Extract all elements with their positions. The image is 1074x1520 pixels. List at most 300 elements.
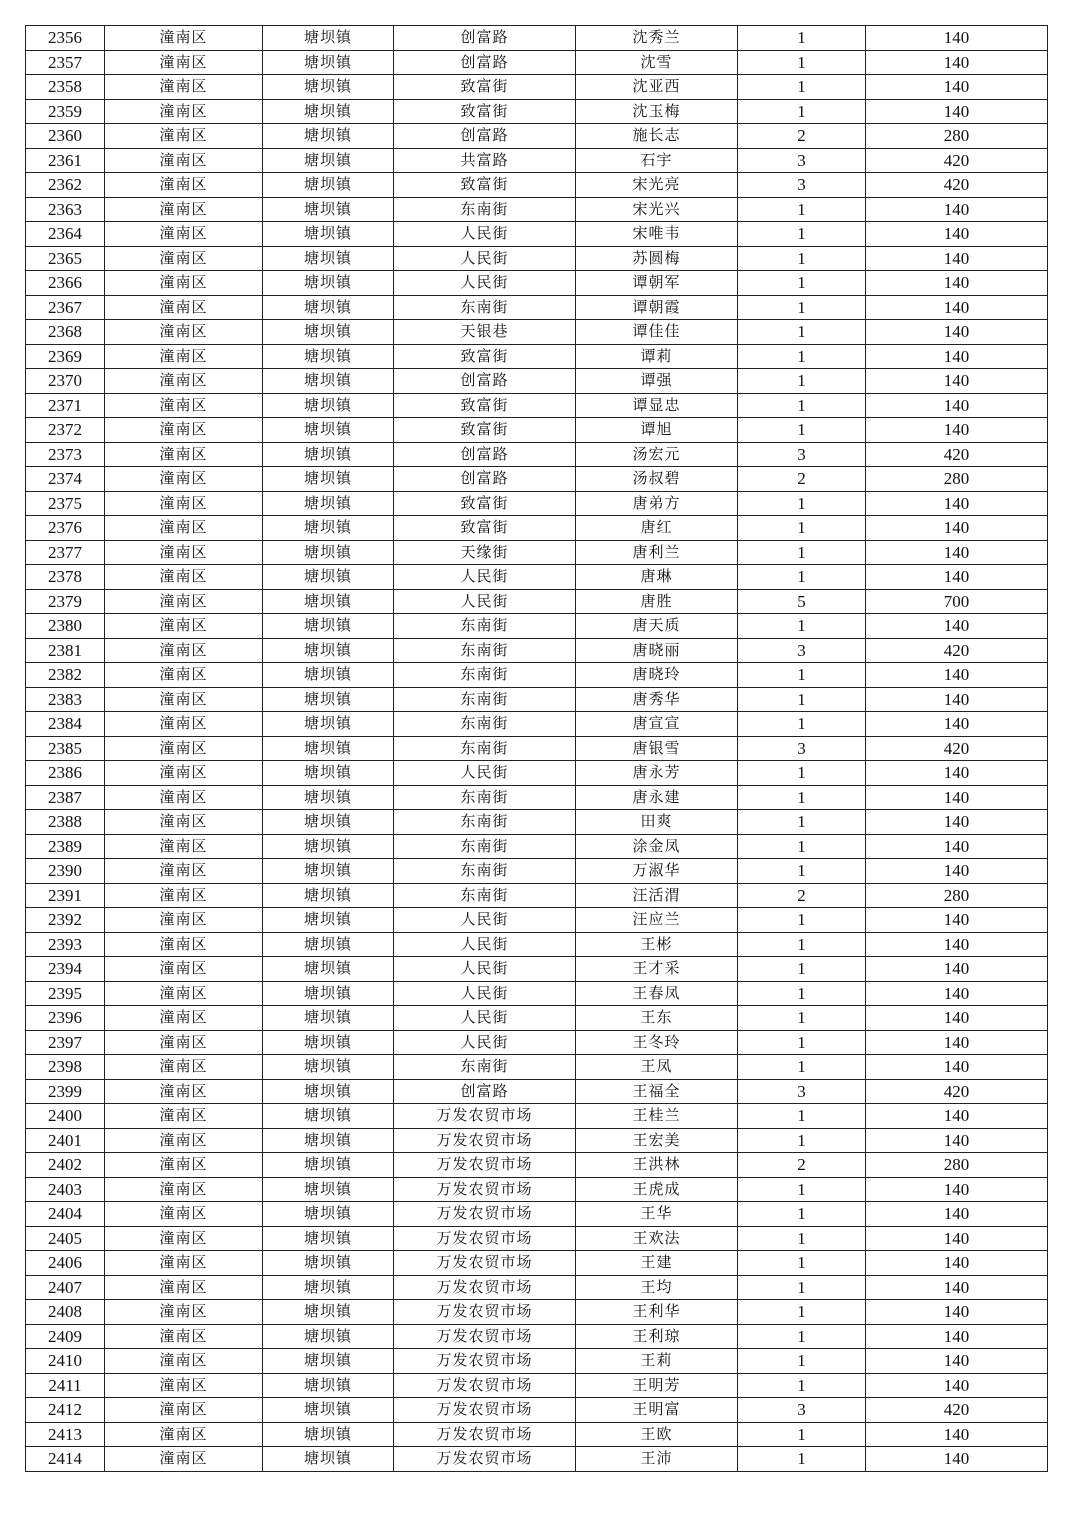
- town-cell: 塘坝镇: [263, 1104, 394, 1129]
- person-name-cell: 唐天质: [576, 614, 738, 639]
- town-cell: 塘坝镇: [263, 295, 394, 320]
- town-cell: 塘坝镇: [263, 614, 394, 639]
- row-number-cell: 2361: [26, 148, 105, 173]
- town-cell: 塘坝镇: [263, 516, 394, 541]
- row-number-cell: 2379: [26, 589, 105, 614]
- row-number-cell: 2364: [26, 222, 105, 247]
- town-cell: 塘坝镇: [263, 1422, 394, 1447]
- town-cell: 塘坝镇: [263, 1153, 394, 1178]
- table-row: [26, 687, 1048, 712]
- town-cell: 塘坝镇: [263, 981, 394, 1006]
- person-name-cell: 唐银雪: [576, 736, 738, 761]
- district-cell: 潼南区: [105, 393, 263, 418]
- amount-cell: 140: [866, 540, 1048, 565]
- household-count-cell: 2: [738, 883, 866, 908]
- row-number-cell: 2381: [26, 638, 105, 663]
- town-cell: 塘坝镇: [263, 1398, 394, 1423]
- table-row: [26, 1030, 1048, 1055]
- household-count-cell: 1: [738, 859, 866, 884]
- town-cell: 塘坝镇: [263, 1006, 394, 1031]
- person-name-cell: 沈秀兰: [576, 26, 738, 51]
- district-cell: 潼南区: [105, 1300, 263, 1325]
- amount-cell: 140: [866, 50, 1048, 75]
- town-cell: 塘坝镇: [263, 834, 394, 859]
- street-cell: 创富路: [394, 467, 576, 492]
- amount-cell: 140: [866, 810, 1048, 835]
- town-cell: 塘坝镇: [263, 1300, 394, 1325]
- household-count-cell: 1: [738, 271, 866, 296]
- amount-cell: 420: [866, 638, 1048, 663]
- table-row: [26, 1324, 1048, 1349]
- person-name-cell: 唐利兰: [576, 540, 738, 565]
- table-row: [26, 369, 1048, 394]
- district-cell: 潼南区: [105, 859, 263, 884]
- amount-cell: 140: [866, 663, 1048, 688]
- street-cell: 万发农贸市场: [394, 1153, 576, 1178]
- table-row: [26, 1006, 1048, 1031]
- row-number-cell: 2413: [26, 1422, 105, 1447]
- street-cell: 东南街: [394, 687, 576, 712]
- row-number-cell: 2360: [26, 124, 105, 149]
- district-cell: 潼南区: [105, 1177, 263, 1202]
- table-row: [26, 1104, 1048, 1129]
- table-row: [26, 320, 1048, 345]
- row-number-cell: 2395: [26, 981, 105, 1006]
- row-number-cell: 2404: [26, 1202, 105, 1227]
- street-cell: 万发农贸市场: [394, 1226, 576, 1251]
- street-cell: 东南街: [394, 1055, 576, 1080]
- street-cell: 万发农贸市场: [394, 1251, 576, 1276]
- person-name-cell: 宋光兴: [576, 197, 738, 222]
- table-row: [26, 981, 1048, 1006]
- household-count-cell: 1: [738, 1128, 866, 1153]
- person-name-cell: 王建: [576, 1251, 738, 1276]
- row-number-cell: 2373: [26, 442, 105, 467]
- district-cell: 潼南区: [105, 1006, 263, 1031]
- town-cell: 塘坝镇: [263, 761, 394, 786]
- amount-cell: 140: [866, 834, 1048, 859]
- street-cell: 东南街: [394, 810, 576, 835]
- town-cell: 塘坝镇: [263, 932, 394, 957]
- district-cell: 潼南区: [105, 344, 263, 369]
- street-cell: 人民街: [394, 932, 576, 957]
- town-cell: 塘坝镇: [263, 565, 394, 590]
- amount-cell: 140: [866, 516, 1048, 541]
- district-cell: 潼南区: [105, 1349, 263, 1374]
- table-row: [26, 810, 1048, 835]
- table-row: [26, 516, 1048, 541]
- household-count-cell: 3: [738, 1398, 866, 1423]
- row-number-cell: 2383: [26, 687, 105, 712]
- household-count-cell: 1: [738, 957, 866, 982]
- household-count-cell: 1: [738, 197, 866, 222]
- person-name-cell: 谭朝霞: [576, 295, 738, 320]
- row-number-cell: 2392: [26, 908, 105, 933]
- amount-cell: 140: [866, 1422, 1048, 1447]
- row-number-cell: 2398: [26, 1055, 105, 1080]
- amount-cell: 140: [866, 981, 1048, 1006]
- household-count-cell: 1: [738, 1447, 866, 1472]
- street-cell: 致富街: [394, 173, 576, 198]
- street-cell: 创富路: [394, 50, 576, 75]
- table-row: [26, 1275, 1048, 1300]
- row-number-cell: 2405: [26, 1226, 105, 1251]
- district-cell: 潼南区: [105, 810, 263, 835]
- person-name-cell: 王桂兰: [576, 1104, 738, 1129]
- household-count-cell: 1: [738, 834, 866, 859]
- town-cell: 塘坝镇: [263, 393, 394, 418]
- person-name-cell: 唐宣宣: [576, 712, 738, 737]
- person-name-cell: 汪应兰: [576, 908, 738, 933]
- person-name-cell: 沈雪: [576, 50, 738, 75]
- table-row: [26, 222, 1048, 247]
- table-row: [26, 1251, 1048, 1276]
- household-count-cell: 1: [738, 565, 866, 590]
- row-number-cell: 2414: [26, 1447, 105, 1472]
- amount-cell: 140: [866, 1128, 1048, 1153]
- household-count-cell: 1: [738, 1373, 866, 1398]
- district-cell: 潼南区: [105, 834, 263, 859]
- household-count-cell: 1: [738, 687, 866, 712]
- household-count-cell: 1: [738, 491, 866, 516]
- table-row: [26, 736, 1048, 761]
- amount-cell: 140: [866, 1202, 1048, 1227]
- street-cell: 天银巷: [394, 320, 576, 345]
- household-count-cell: 1: [738, 1055, 866, 1080]
- street-cell: 东南街: [394, 859, 576, 884]
- town-cell: 塘坝镇: [263, 540, 394, 565]
- amount-cell: 140: [866, 761, 1048, 786]
- table-row: [26, 246, 1048, 271]
- amount-cell: 140: [866, 197, 1048, 222]
- household-count-cell: 1: [738, 1030, 866, 1055]
- household-count-cell: 1: [738, 418, 866, 443]
- town-cell: 塘坝镇: [263, 222, 394, 247]
- row-number-cell: 2362: [26, 173, 105, 198]
- street-cell: 万发农贸市场: [394, 1324, 576, 1349]
- district-cell: 潼南区: [105, 369, 263, 394]
- district-cell: 潼南区: [105, 1398, 263, 1423]
- amount-cell: 140: [866, 908, 1048, 933]
- person-name-cell: 唐弟方: [576, 491, 738, 516]
- street-cell: 创富路: [394, 442, 576, 467]
- street-cell: 人民街: [394, 1006, 576, 1031]
- household-count-cell: 1: [738, 393, 866, 418]
- household-count-cell: 1: [738, 1177, 866, 1202]
- amount-cell: 140: [866, 1300, 1048, 1325]
- amount-cell: 140: [866, 1030, 1048, 1055]
- household-count-cell: 1: [738, 246, 866, 271]
- row-number-cell: 2399: [26, 1079, 105, 1104]
- table-row: [26, 1128, 1048, 1153]
- amount-cell: 140: [866, 687, 1048, 712]
- row-number-cell: 2409: [26, 1324, 105, 1349]
- person-name-cell: 王虎成: [576, 1177, 738, 1202]
- household-count-cell: 1: [738, 785, 866, 810]
- row-number-cell: 2396: [26, 1006, 105, 1031]
- amount-cell: 420: [866, 173, 1048, 198]
- household-count-cell: 2: [738, 467, 866, 492]
- district-cell: 潼南区: [105, 1226, 263, 1251]
- row-number-cell: 2357: [26, 50, 105, 75]
- street-cell: 万发农贸市场: [394, 1104, 576, 1129]
- amount-cell: 140: [866, 222, 1048, 247]
- district-cell: 潼南区: [105, 222, 263, 247]
- person-name-cell: 施长志: [576, 124, 738, 149]
- person-name-cell: 王华: [576, 1202, 738, 1227]
- table-row: [26, 418, 1048, 443]
- town-cell: 塘坝镇: [263, 1226, 394, 1251]
- amount-cell: 420: [866, 1398, 1048, 1423]
- row-number-cell: 2356: [26, 26, 105, 51]
- amount-cell: 140: [866, 614, 1048, 639]
- amount-cell: 140: [866, 712, 1048, 737]
- table-row: [26, 908, 1048, 933]
- district-cell: 潼南区: [105, 295, 263, 320]
- street-cell: 创富路: [394, 369, 576, 394]
- row-number-cell: 2380: [26, 614, 105, 639]
- district-cell: 潼南区: [105, 99, 263, 124]
- district-cell: 潼南区: [105, 1104, 263, 1129]
- person-name-cell: 王才采: [576, 957, 738, 982]
- person-name-cell: 田爽: [576, 810, 738, 835]
- amount-cell: 420: [866, 148, 1048, 173]
- town-cell: 塘坝镇: [263, 75, 394, 100]
- amount-cell: 280: [866, 124, 1048, 149]
- row-number-cell: 2368: [26, 320, 105, 345]
- row-number-cell: 2407: [26, 1275, 105, 1300]
- amount-cell: 140: [866, 393, 1048, 418]
- person-name-cell: 王福全: [576, 1079, 738, 1104]
- amount-cell: 700: [866, 589, 1048, 614]
- street-cell: 人民街: [394, 271, 576, 296]
- town-cell: 塘坝镇: [263, 1349, 394, 1374]
- district-cell: 潼南区: [105, 1153, 263, 1178]
- household-count-cell: 1: [738, 810, 866, 835]
- district-cell: 潼南区: [105, 957, 263, 982]
- table-row: [26, 614, 1048, 639]
- person-name-cell: 唐永芳: [576, 761, 738, 786]
- table-row: [26, 1202, 1048, 1227]
- person-name-cell: 汤叔碧: [576, 467, 738, 492]
- amount-cell: 140: [866, 1324, 1048, 1349]
- person-name-cell: 王洪林: [576, 1153, 738, 1178]
- district-cell: 潼南区: [105, 173, 263, 198]
- row-number-cell: 2365: [26, 246, 105, 271]
- amount-cell: 140: [866, 1104, 1048, 1129]
- district-cell: 潼南区: [105, 736, 263, 761]
- person-name-cell: 唐永建: [576, 785, 738, 810]
- town-cell: 塘坝镇: [263, 124, 394, 149]
- table-row: [26, 1300, 1048, 1325]
- row-number-cell: 2403: [26, 1177, 105, 1202]
- row-number-cell: 2382: [26, 663, 105, 688]
- amount-cell: 140: [866, 1373, 1048, 1398]
- town-cell: 塘坝镇: [263, 883, 394, 908]
- district-cell: 潼南区: [105, 124, 263, 149]
- table-row: [26, 271, 1048, 296]
- person-name-cell: 王宏美: [576, 1128, 738, 1153]
- street-cell: 万发农贸市场: [394, 1128, 576, 1153]
- person-name-cell: 汪活渭: [576, 883, 738, 908]
- household-count-cell: 1: [738, 1349, 866, 1374]
- district-cell: 潼南区: [105, 442, 263, 467]
- row-number-cell: 2358: [26, 75, 105, 100]
- street-cell: 人民街: [394, 957, 576, 982]
- town-cell: 塘坝镇: [263, 1251, 394, 1276]
- household-count-cell: 1: [738, 540, 866, 565]
- district-cell: 潼南区: [105, 540, 263, 565]
- household-count-cell: 2: [738, 124, 866, 149]
- street-cell: 致富街: [394, 75, 576, 100]
- row-number-cell: 2410: [26, 1349, 105, 1374]
- household-count-cell: 3: [738, 736, 866, 761]
- district-cell: 潼南区: [105, 491, 263, 516]
- street-cell: 万发农贸市场: [394, 1349, 576, 1374]
- street-cell: 创富路: [394, 124, 576, 149]
- town-cell: 塘坝镇: [263, 908, 394, 933]
- person-name-cell: 王明芳: [576, 1373, 738, 1398]
- table-row: [26, 1177, 1048, 1202]
- district-cell: 潼南区: [105, 1422, 263, 1447]
- row-number-cell: 2390: [26, 859, 105, 884]
- table-row: [26, 295, 1048, 320]
- district-cell: 潼南区: [105, 589, 263, 614]
- table-row: [26, 1153, 1048, 1178]
- table-row: [26, 197, 1048, 222]
- person-name-cell: 王冬玲: [576, 1030, 738, 1055]
- subsidy-table: [25, 25, 1048, 1472]
- row-number-cell: 2391: [26, 883, 105, 908]
- amount-cell: 140: [866, 957, 1048, 982]
- household-count-cell: 1: [738, 1324, 866, 1349]
- table-row: [26, 834, 1048, 859]
- amount-cell: 140: [866, 320, 1048, 345]
- household-count-cell: 1: [738, 908, 866, 933]
- amount-cell: 140: [866, 565, 1048, 590]
- street-cell: 万发农贸市场: [394, 1422, 576, 1447]
- town-cell: 塘坝镇: [263, 859, 394, 884]
- amount-cell: 140: [866, 859, 1048, 884]
- person-name-cell: 王欧: [576, 1422, 738, 1447]
- district-cell: 潼南区: [105, 26, 263, 51]
- person-name-cell: 王凤: [576, 1055, 738, 1080]
- amount-cell: 140: [866, 369, 1048, 394]
- town-cell: 塘坝镇: [263, 663, 394, 688]
- district-cell: 潼南区: [105, 148, 263, 173]
- household-count-cell: 3: [738, 148, 866, 173]
- person-name-cell: 涂金凤: [576, 834, 738, 859]
- street-cell: 致富街: [394, 99, 576, 124]
- table-row: [26, 1079, 1048, 1104]
- street-cell: 万发农贸市场: [394, 1202, 576, 1227]
- person-name-cell: 谭莉: [576, 344, 738, 369]
- table-row: [26, 75, 1048, 100]
- table-row: [26, 932, 1048, 957]
- district-cell: 潼南区: [105, 197, 263, 222]
- household-count-cell: 1: [738, 75, 866, 100]
- street-cell: 东南街: [394, 785, 576, 810]
- street-cell: 东南街: [394, 295, 576, 320]
- household-count-cell: 1: [738, 295, 866, 320]
- street-cell: 人民街: [394, 565, 576, 590]
- person-name-cell: 谭朝军: [576, 271, 738, 296]
- district-cell: 潼南区: [105, 761, 263, 786]
- table-row: [26, 761, 1048, 786]
- town-cell: 塘坝镇: [263, 271, 394, 296]
- row-number-cell: 2401: [26, 1128, 105, 1153]
- amount-cell: 140: [866, 491, 1048, 516]
- district-cell: 潼南区: [105, 565, 263, 590]
- household-count-cell: 1: [738, 932, 866, 957]
- table-row: [26, 491, 1048, 516]
- town-cell: 塘坝镇: [263, 148, 394, 173]
- table-row: [26, 99, 1048, 124]
- person-name-cell: 沈亚西: [576, 75, 738, 100]
- district-cell: 潼南区: [105, 320, 263, 345]
- street-cell: 致富街: [394, 491, 576, 516]
- table-row: [26, 565, 1048, 590]
- street-cell: 东南街: [394, 736, 576, 761]
- row-number-cell: 2402: [26, 1153, 105, 1178]
- district-cell: 潼南区: [105, 246, 263, 271]
- person-name-cell: 宋光亮: [576, 173, 738, 198]
- amount-cell: 140: [866, 99, 1048, 124]
- district-cell: 潼南区: [105, 1373, 263, 1398]
- amount-cell: 140: [866, 785, 1048, 810]
- household-count-cell: 1: [738, 1251, 866, 1276]
- district-cell: 潼南区: [105, 981, 263, 1006]
- amount-cell: 420: [866, 1079, 1048, 1104]
- town-cell: 塘坝镇: [263, 1447, 394, 1472]
- person-name-cell: 谭显忠: [576, 393, 738, 418]
- town-cell: 塘坝镇: [263, 26, 394, 51]
- person-name-cell: 谭强: [576, 369, 738, 394]
- amount-cell: 280: [866, 883, 1048, 908]
- row-number-cell: 2359: [26, 99, 105, 124]
- person-name-cell: 万淑华: [576, 859, 738, 884]
- household-count-cell: 1: [738, 222, 866, 247]
- person-name-cell: 唐琳: [576, 565, 738, 590]
- town-cell: 塘坝镇: [263, 810, 394, 835]
- street-cell: 东南街: [394, 614, 576, 639]
- street-cell: 万发农贸市场: [394, 1447, 576, 1472]
- person-name-cell: 唐晓玲: [576, 663, 738, 688]
- household-count-cell: 1: [738, 1422, 866, 1447]
- person-name-cell: 唐胜: [576, 589, 738, 614]
- district-cell: 潼南区: [105, 1324, 263, 1349]
- row-number-cell: 2387: [26, 785, 105, 810]
- table-row: [26, 540, 1048, 565]
- person-name-cell: 苏圆梅: [576, 246, 738, 271]
- district-cell: 潼南区: [105, 271, 263, 296]
- town-cell: 塘坝镇: [263, 785, 394, 810]
- person-name-cell: 汤宏元: [576, 442, 738, 467]
- household-count-cell: 1: [738, 663, 866, 688]
- amount-cell: 140: [866, 246, 1048, 271]
- town-cell: 塘坝镇: [263, 344, 394, 369]
- street-cell: 创富路: [394, 26, 576, 51]
- person-name-cell: 王均: [576, 1275, 738, 1300]
- amount-cell: 140: [866, 932, 1048, 957]
- district-cell: 潼南区: [105, 883, 263, 908]
- person-name-cell: 王东: [576, 1006, 738, 1031]
- district-cell: 潼南区: [105, 1202, 263, 1227]
- row-number-cell: 2394: [26, 957, 105, 982]
- street-cell: 共富路: [394, 148, 576, 173]
- person-name-cell: 宋唯韦: [576, 222, 738, 247]
- town-cell: 塘坝镇: [263, 957, 394, 982]
